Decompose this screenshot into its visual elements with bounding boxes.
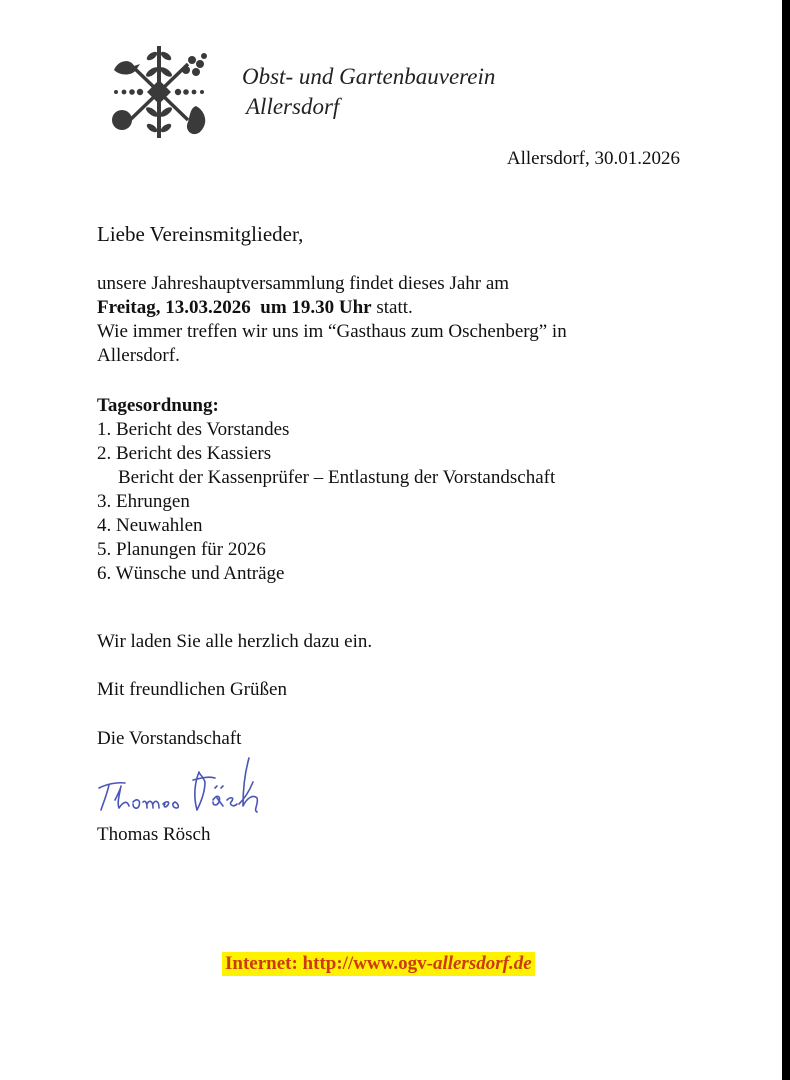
body-line3: Wie immer treffen wir uns im “Gasthaus zum Oschenberg” in bbox=[97, 321, 567, 342]
website-domain: allersdorf.de bbox=[432, 953, 532, 974]
agenda-item: 3. Ehrungen bbox=[97, 491, 190, 512]
club-name bbox=[242, 62, 495, 122]
club-name-line1: Obst- und Gartenbauverein bbox=[242, 64, 496, 89]
agenda bbox=[97, 394, 555, 586]
announcement-text bbox=[97, 272, 567, 368]
board-signoff: Die Vorstandschaft bbox=[97, 728, 242, 749]
agenda-list bbox=[97, 418, 555, 586]
handwritten-signature bbox=[93, 752, 278, 822]
agenda-item: 4. Neuwahlen bbox=[97, 515, 203, 536]
invitation-line: Wir laden Sie alle herzlich dazu ein. bbox=[97, 631, 373, 652]
agenda-item: 6. Wünsche und Anträge bbox=[97, 563, 285, 584]
website-link[interactable] bbox=[222, 952, 535, 976]
meeting-date: Freitag, 13.03.2026 bbox=[97, 297, 251, 318]
agenda-item: 1. Bericht des Vorstandes bbox=[97, 419, 290, 440]
salutation: Liebe Vereinsmitglieder, bbox=[97, 222, 304, 246]
agenda-title: Tagesordnung: bbox=[97, 395, 219, 416]
agenda-subitem: Bericht der Kassenprüfer – Entlastung der Vorstandschaft bbox=[118, 467, 556, 488]
meeting-time: um 19.30 Uhr bbox=[260, 297, 372, 318]
dateline: Allersdorf, 30.01.2026 bbox=[506, 148, 680, 169]
date-time-spacer bbox=[251, 297, 261, 318]
body-line4: Allersdorf. bbox=[97, 345, 180, 366]
body-line1: unsere Jahreshauptversammlung findet dieses Jahr am bbox=[97, 273, 510, 294]
ornamental-floral-emblem-icon bbox=[100, 42, 218, 142]
agenda-item: 2. Bericht des Kassiers bbox=[97, 443, 272, 464]
agenda-item: 5. Planungen für 2026 bbox=[97, 539, 266, 560]
club-name-line2: Allersdorf bbox=[246, 94, 340, 119]
signer-name: Thomas Rösch bbox=[97, 824, 211, 845]
closing-greeting: Mit freundlichen Grüßen bbox=[97, 679, 287, 700]
body-line2-end: statt. bbox=[371, 297, 413, 318]
body-line2 bbox=[97, 296, 567, 320]
website-prefix: Internet: http://www.ogv- bbox=[225, 953, 433, 974]
